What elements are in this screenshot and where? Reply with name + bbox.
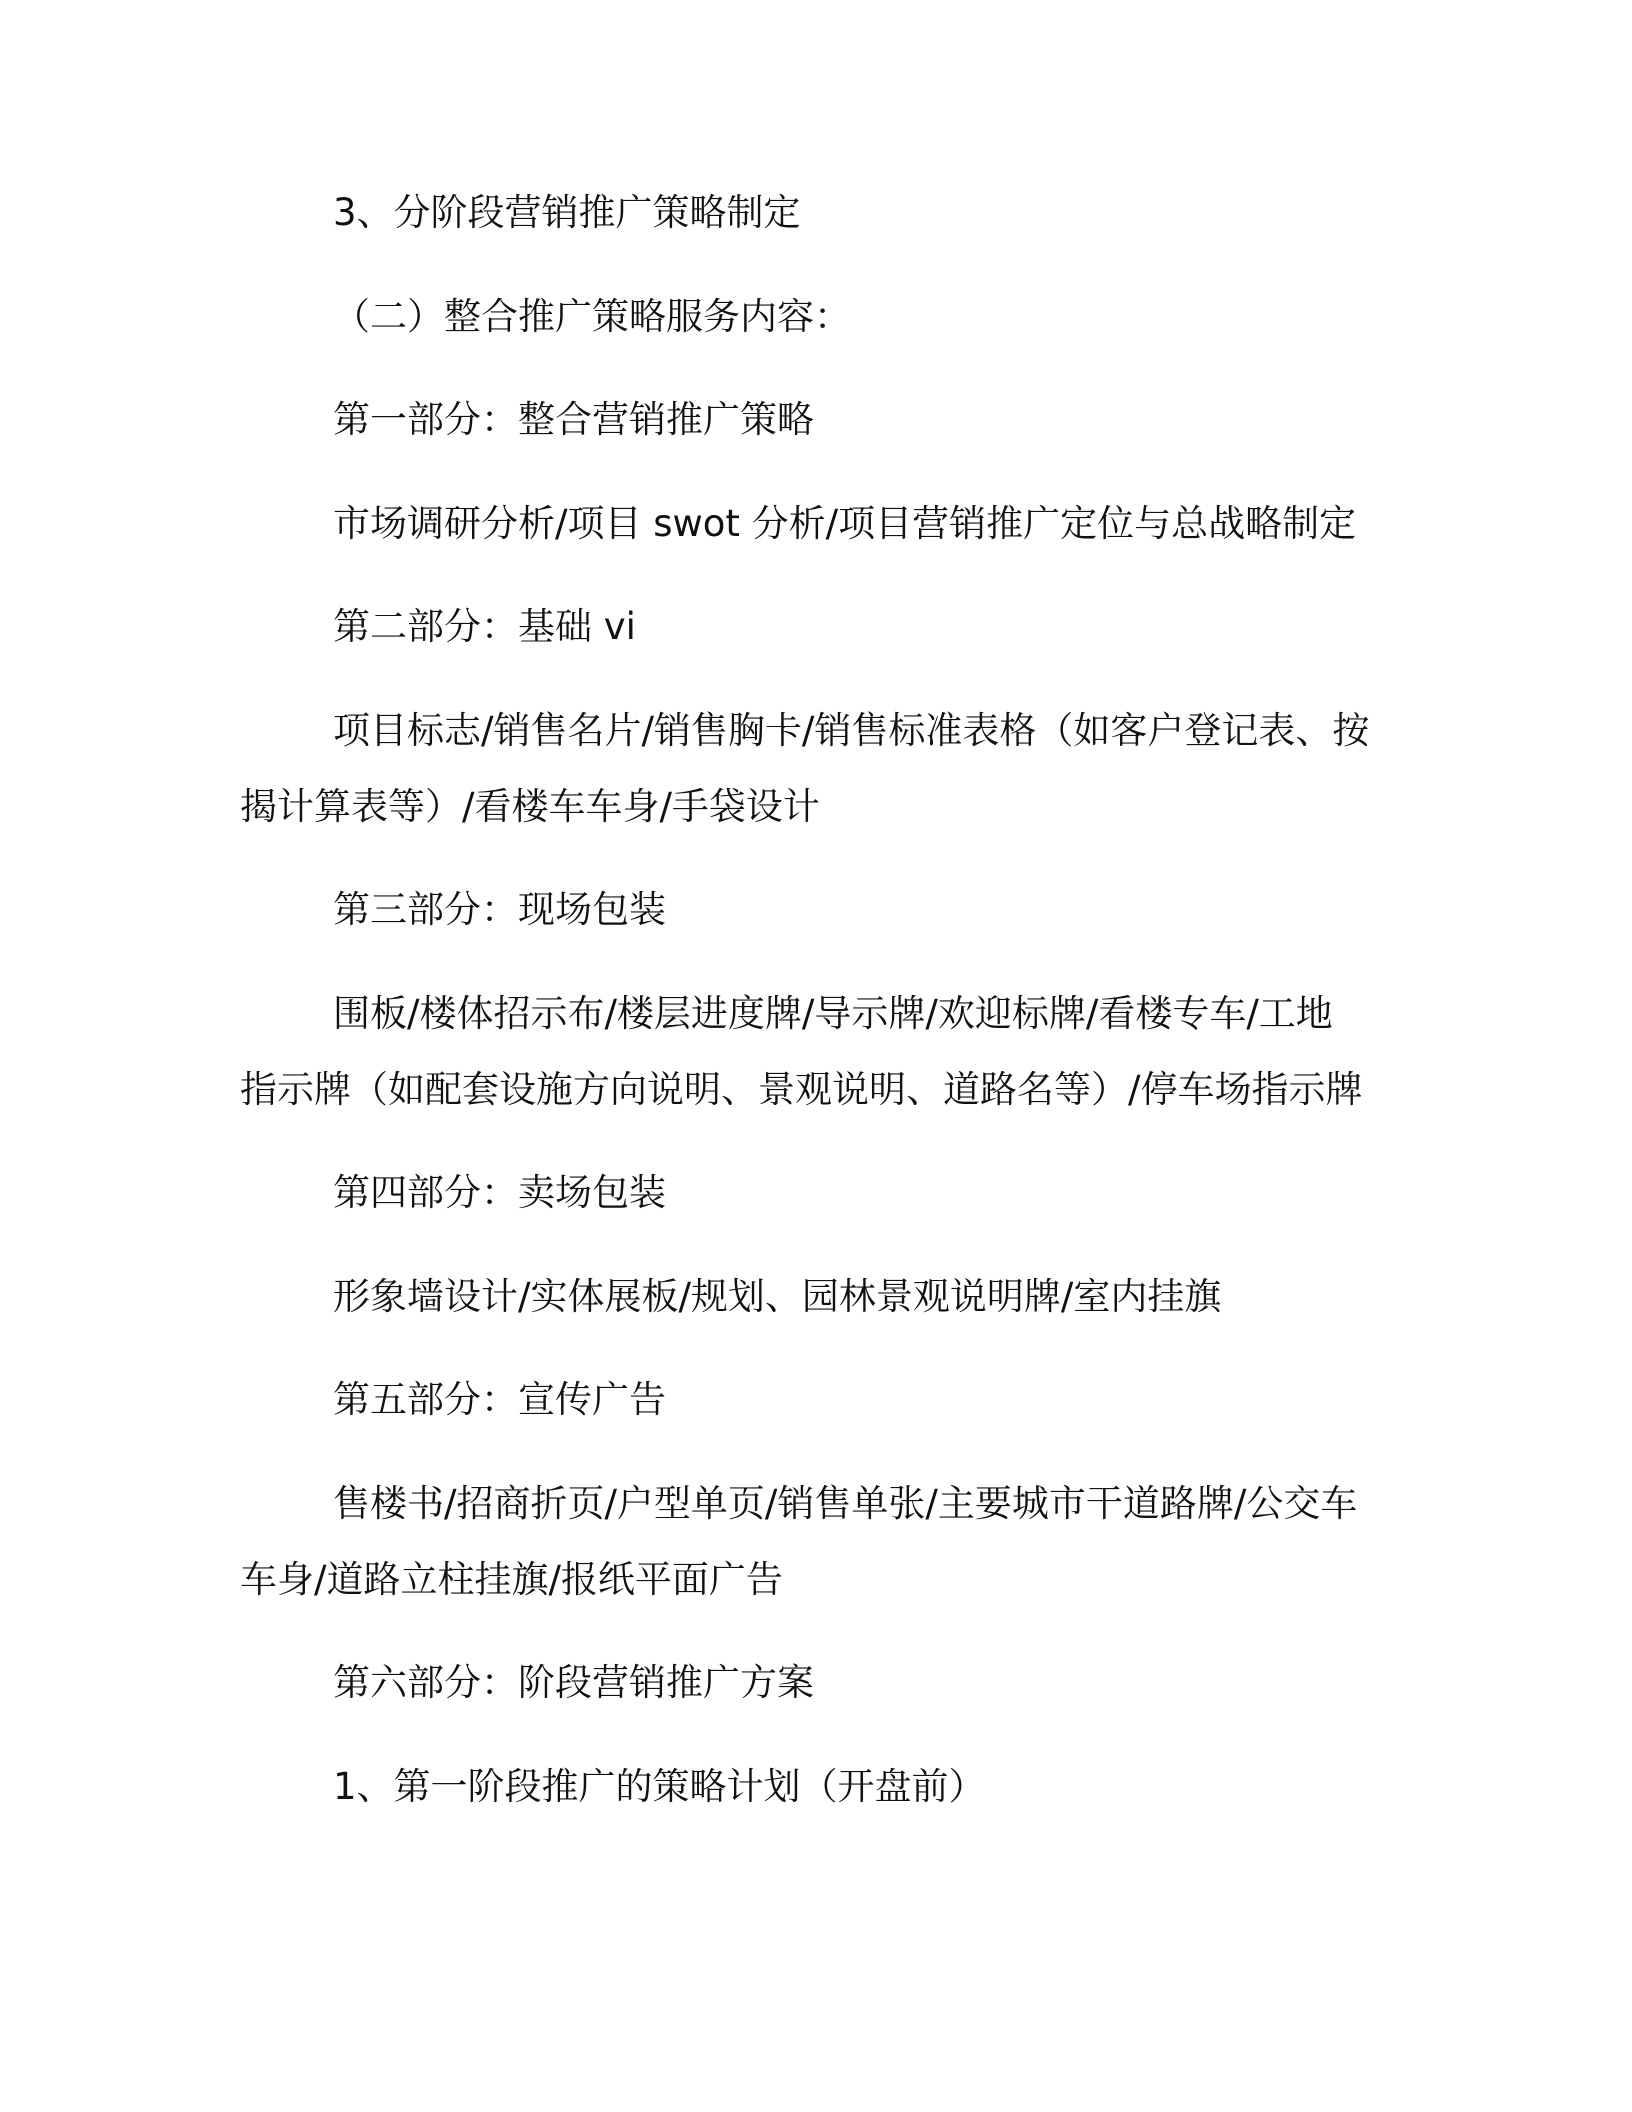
paragraph-line: 第六部分：阶段营销推广方案 [333, 1661, 814, 1704]
paragraph-line: 市场调研分析/项目 swot 分析/项目营销推广定位与总战略制定 [333, 501, 1357, 545]
item-heading-3 [240, 175, 1440, 251]
paragraph-line: 车身/道路立柱挂旗/报纸平面广告 [240, 1557, 783, 1601]
part-content-2 [240, 693, 1440, 845]
part-content-4 [240, 1259, 1440, 1335]
paragraph-line: 揭计算表等）/看楼车车身/手袋设计 [240, 784, 820, 828]
paragraph-line: 项目标志/销售名片/销售胸卡/销售标准表格（如客户登记表、按 [333, 708, 1370, 752]
paragraph-line: 第一部分：整合营销推广策略 [333, 398, 814, 441]
paragraph-line: 指示牌（如配套设施方向说明、景观说明、道路名等）/停车场指示牌 [240, 1067, 1363, 1111]
paragraph-line: （二）整合推广策略服务内容： [333, 294, 851, 338]
paragraph-line: 第二部分：基础 vi [333, 605, 636, 648]
part-heading-5 [240, 1362, 1440, 1438]
part-heading-3 [240, 872, 1440, 948]
item-heading-1 [240, 1749, 1440, 1825]
part-content-5 [240, 1466, 1440, 1618]
paragraph-line: 第五部分：宣传广告 [333, 1378, 666, 1421]
paragraph-line: 围板/楼体招示布/楼层进度牌/导示牌/欢迎标牌/看楼专车/工地 [333, 991, 1333, 1035]
part-heading-2 [240, 589, 1440, 665]
part-heading-6 [240, 1645, 1440, 1721]
section-heading-2 [240, 279, 1440, 355]
paragraph-line: 3、分阶段营销推广策略制定 [333, 191, 801, 234]
part-content-3 [240, 976, 1440, 1128]
part-content-1 [240, 486, 1440, 562]
paragraph-line: 第四部分：卖场包装 [333, 1171, 666, 1214]
paragraph-line: 形象墙设计/实体展板/规划、园林景观说明牌/室内挂旗 [333, 1274, 1222, 1318]
part-heading-1 [240, 382, 1440, 458]
part-heading-4 [240, 1155, 1440, 1231]
paragraph-line: 第三部分：现场包装 [333, 888, 666, 931]
paragraph-line: 1、第一阶段推广的策略计划（开盘前） [333, 1764, 986, 1808]
paragraph-line: 售楼书/招商折页/户型单页/销售单张/主要城市干道路牌/公交车 [333, 1481, 1358, 1525]
